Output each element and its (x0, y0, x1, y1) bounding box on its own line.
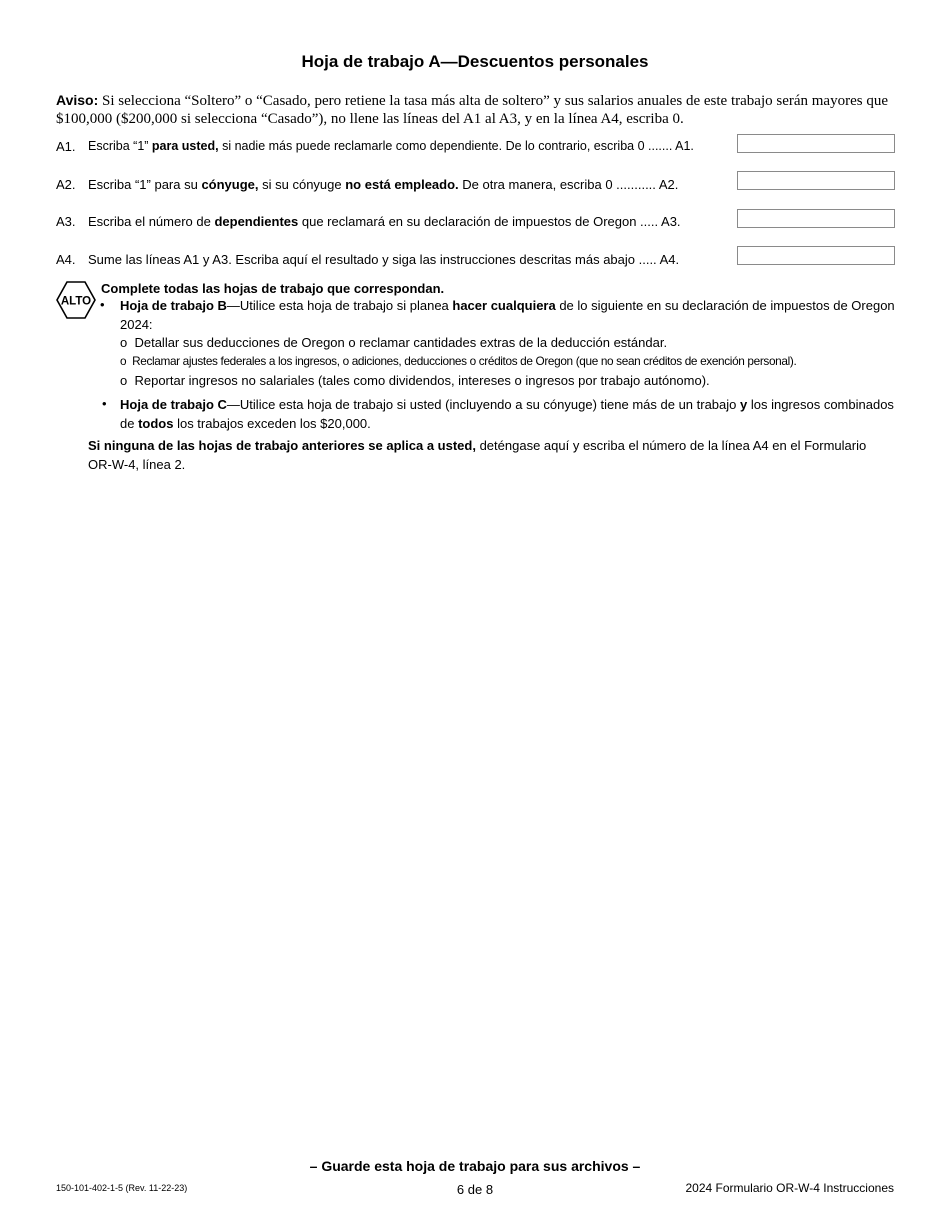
form-title: 2024 Formulario OR-W-4 Instrucciones (685, 1181, 894, 1195)
stop-sign-icon (56, 281, 96, 319)
page-title: Hoja de trabajo A—Descuentos personales (301, 52, 649, 71)
bullet-icon: • (102, 396, 107, 411)
line-a1-input[interactable] (737, 134, 895, 153)
line-text: Escriba “1” para usted, si nadie más puede reclamarle como dependiente. De lo contrario, escriba 0 ....... A1. (88, 139, 694, 153)
line-number: A3. (56, 214, 76, 229)
line-ref: A4. (659, 252, 680, 267)
stop-sign-text: ALTO (60, 295, 92, 308)
final-note: Si ninguna de las hojas de trabajo anteriores se aplica a usted, deténgase aquí y escriba el número de la línea A4 en el Formulario OR-W-4, línea 2. (88, 438, 867, 472)
sub-item: o Detallar sus deducciones de Oregon o reclamar cantidades extras de la deducción estándar. (120, 335, 668, 350)
line-text: Sume las líneas A1 y A3. Escriba aquí el resultado y siga las instrucciones descritas más abajo ..... A4. (88, 252, 680, 267)
instructions-heading: Complete todas las hojas de trabajo que correspondan. (101, 281, 445, 296)
notice (56, 91, 894, 128)
line-a3-input[interactable] (737, 209, 895, 228)
worksheet-c-text: Hoja de trabajo C—Utilice esta hoja de trabajo si usted (incluyendo a su cónyuge) tiene más de un trabajo y los ingresos combinados de todos los trabajos exceden los $20,000. (120, 397, 894, 431)
footer-keep-note: – Guarde esta hoja de trabajo para sus archivos – (309, 1158, 641, 1174)
bullet-icon: • (100, 297, 105, 312)
form-code: 150-101-402-1-5 (Rev. 11-22-23) (56, 1183, 188, 1193)
sub-item: o Reportar ingresos no salariales (tales como dividendos, intereses o ingresos por trabajo autónomo). (120, 373, 710, 388)
sub-item: o Reclamar ajustes federales a los ingresos, o adiciones, deducciones o créditos de Oregon (que no sean créditos de exención personal). (120, 354, 797, 368)
line-number: A2. (56, 177, 76, 192)
line-text: Escriba el número de dependientes que reclamará en su declaración de impuestos de Oregon ..... A3. (88, 214, 681, 229)
notice-label: Aviso: (56, 92, 99, 108)
line-ref: A1. (675, 139, 694, 153)
worksheet-b-text: Hoja de trabajo B—Utilice esta hoja de trabajo si planea hacer cualquiera de lo siguiente en su declaración de impuestos de Oregon 2024: (120, 298, 895, 332)
notice-text: Si selecciona “Soltero” o “Casado, pero retiene la tasa más alta de soltero” y sus salarios anuales de este trabajo serán mayores que $100,000 ($200,000 si selecciona “Casado”), no llene las líneas del A1 al A3, y en la línea A4, escriba 0. (56, 93, 888, 127)
page-number: 6 de 8 (456, 1182, 494, 1197)
line-ref: A2. (658, 177, 679, 192)
line-text: Escriba “1” para su cónyuge, si su cónyuge no está empleado. De otra manera, escriba 0 ........... A2. (88, 177, 679, 192)
line-a2-input[interactable] (737, 171, 895, 190)
line-number: A4. (56, 252, 76, 267)
line-a4-input[interactable] (737, 246, 895, 265)
line-ref: A3. (661, 214, 681, 229)
line-number: A1. (56, 139, 76, 154)
